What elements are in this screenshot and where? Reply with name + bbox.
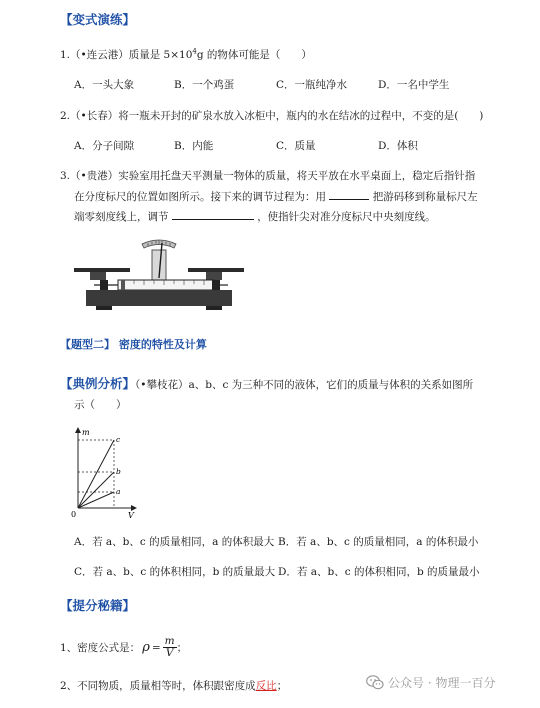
line-b xyxy=(78,472,114,508)
label-b: b xyxy=(116,467,121,476)
right-pan-support xyxy=(206,272,222,280)
q3-blank-1[interactable] xyxy=(329,190,369,200)
q3-line-1: 3.（•贵港）实验室用托盘天平测量一物体的质量，将天平放在水平桌面上，稳定后指针指 xyxy=(60,170,476,182)
q1-option-a[interactable]: A．一头大象 xyxy=(74,79,135,91)
mass-volume-graph xyxy=(68,426,148,520)
rider xyxy=(121,280,125,290)
tip-2 xyxy=(60,678,287,693)
tips-section-title: 【提分秘籍】 xyxy=(60,598,136,613)
label-a: a xyxy=(116,487,121,496)
q3-line2-post: 把游码移到称量标尺左 xyxy=(372,191,478,203)
formula-fraction xyxy=(163,636,177,659)
right-pan xyxy=(188,268,244,272)
q1-stem-pre: 1.（•连云港）质量是 5×10 xyxy=(60,49,193,61)
example-option-d[interactable]: D．若 a、b、c 的体积相同，b 的质量最小 xyxy=(278,566,480,578)
left-pan-support xyxy=(90,272,106,280)
line-a xyxy=(78,492,114,508)
q1-exponent: 4 xyxy=(192,47,197,56)
tip-1 xyxy=(60,636,187,659)
formula-rho: ρ xyxy=(142,640,150,655)
q1-option-c[interactable]: C．一瓶纯净水 xyxy=(276,79,348,91)
q2-option-b[interactable]: B．内能 xyxy=(174,140,214,152)
beam-scale xyxy=(118,280,214,290)
formula-denominator: V xyxy=(165,647,174,659)
q1-option-b[interactable]: B．一个鸡蛋 xyxy=(174,79,235,91)
example-option-c[interactable]: C．若 a、b、c 的体积相同，b 的质量最大 xyxy=(74,566,276,578)
q3-line3-pre: 端零刻度线上，调节 xyxy=(74,211,169,223)
q3-line-3 xyxy=(74,209,436,224)
example-stem-line-1 xyxy=(60,374,473,392)
question-1-stem xyxy=(60,47,312,62)
tip-1-end: ； xyxy=(176,642,188,654)
example-section-title: 【典例分析】 xyxy=(60,376,136,391)
wechat-icon xyxy=(366,675,384,690)
q2-option-c[interactable]: C．质量 xyxy=(276,140,316,152)
q3-line-2 xyxy=(74,189,478,204)
line-c xyxy=(78,440,114,508)
balance-scale-figure xyxy=(72,234,244,312)
watermark-text: 公众号 · 物理一百分 xyxy=(388,676,496,690)
q3-blank-2[interactable] xyxy=(172,210,254,220)
tip-1-text: 1、密度公式是： xyxy=(60,642,141,654)
example-stem-1: （•攀枝花）a、b、c 为三种不同的液体，它们的质量与体积的关系如图所 xyxy=(135,379,474,391)
formula-numerator: m xyxy=(164,635,175,647)
tip-2-end: ； xyxy=(276,680,288,692)
x-axis-label: V xyxy=(128,511,134,520)
q1-option-d[interactable]: D．一名中学生 xyxy=(378,79,450,91)
q1-stem-post: g 的物体可能是（ ） xyxy=(196,49,312,61)
label-c: c xyxy=(116,435,121,444)
formula-equals: = xyxy=(151,641,161,654)
question-2-stem: 2.（•长春）将一瓶未开封的矿泉水放入冰柜中，瓶内的水在结冰的过程中，不变的是( ) xyxy=(60,110,484,122)
q2-option-a[interactable]: A．分子间隙 xyxy=(74,140,135,152)
watermark xyxy=(366,674,495,691)
q3-line2-pre: 在分度标尺的位置如图所示。接下来的调节过程为：用 xyxy=(74,191,326,203)
left-pan xyxy=(74,268,130,272)
base xyxy=(86,290,232,306)
practice-section-title: 【变式演练】 xyxy=(60,12,136,27)
q2-option-d[interactable]: D．体积 xyxy=(378,140,418,152)
example-option-b[interactable]: B．若 a、b、c 的质量相同，a 的体积最小 xyxy=(278,536,479,548)
example-stem-line-2: 示（ ） xyxy=(74,399,127,411)
tip-2-answer: 反比 xyxy=(255,680,277,692)
example-option-a[interactable]: A．若 a、b、c 的质量相同，a 的体积最大 xyxy=(74,536,275,548)
q3-line3-post: ，使指针尖对准分度标尺中央刻度线。 xyxy=(257,211,436,223)
y-axis-label: m xyxy=(82,428,90,437)
type2-section-title: 【题型二】 密度的特性及计算 xyxy=(60,338,207,351)
origin-label: 0 xyxy=(71,510,77,519)
tip-2-text: 2、不同物质，质量相等时，体积跟密度成 xyxy=(60,680,256,692)
